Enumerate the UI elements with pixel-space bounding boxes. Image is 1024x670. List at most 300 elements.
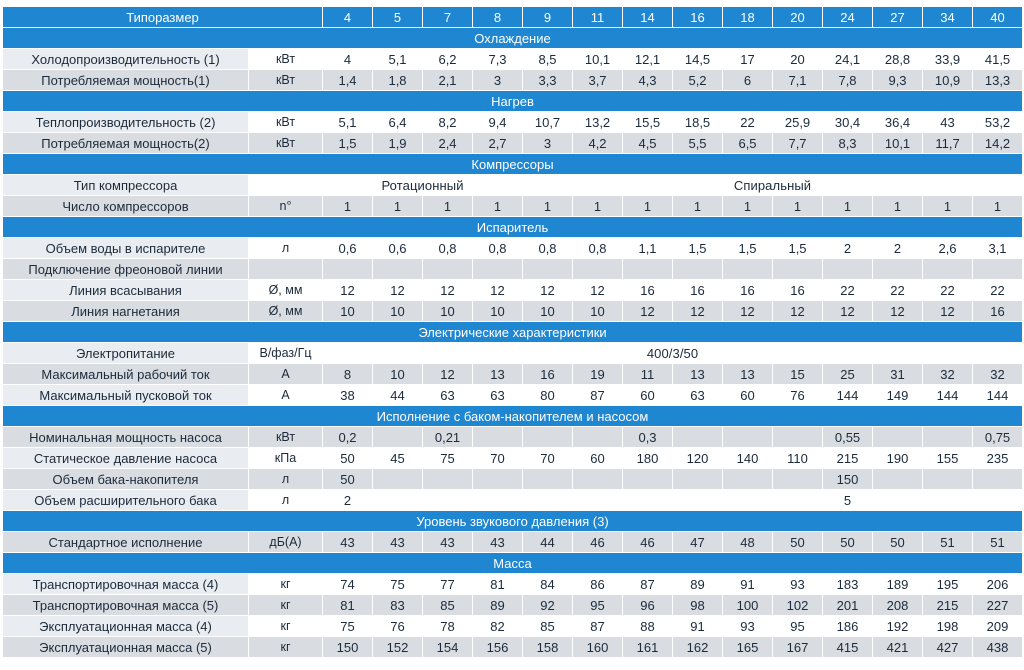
value-cell: 32 (923, 364, 973, 385)
value-cell: 87 (573, 385, 623, 406)
value-cell: 7,1 (773, 70, 823, 91)
row-label: Номинальная мощность насоса (3, 427, 249, 448)
value-cell: 12 (623, 301, 673, 322)
value-cell: 120 (673, 448, 723, 469)
value-cell: 12 (423, 280, 473, 301)
row-unit: кг (249, 616, 323, 637)
value-cell: 3,7 (573, 70, 623, 91)
section-title: Охлаждение (3, 28, 1023, 49)
header-size: 4 (323, 7, 373, 28)
table-row (3, 385, 1023, 406)
value-cell: 6,4 (373, 112, 423, 133)
value-cell (673, 490, 723, 511)
value-cell: 0,6 (323, 238, 373, 259)
value-cell: 16 (523, 364, 573, 385)
header-size: 11 (573, 7, 623, 28)
value-cell: 36,4 (873, 112, 923, 133)
value-cell: 14,5 (673, 49, 723, 70)
value-cell: 12 (723, 301, 773, 322)
value-cell (423, 469, 473, 490)
value-cell (673, 427, 723, 448)
section-title: Масса (3, 553, 1023, 574)
value-cell: 91 (673, 616, 723, 637)
value-cell (723, 427, 773, 448)
value-cell: 4,5 (623, 133, 673, 154)
value-cell: 0,8 (523, 238, 573, 259)
value-cell: 192 (873, 616, 923, 637)
section-title: Уровень звукового давления (3) (3, 511, 1023, 532)
value-cell: 0,21 (423, 427, 473, 448)
row-unit: Ø, мм (249, 280, 323, 301)
value-cell: 60 (623, 385, 673, 406)
value-cell: 16 (973, 301, 1023, 322)
row-unit: n° (249, 196, 323, 217)
row-unit: кВт (249, 70, 323, 91)
value-cell: 12 (873, 301, 923, 322)
value-cell: 1 (823, 196, 873, 217)
value-cell: 10,7 (523, 112, 573, 133)
value-cell: 0,55 (823, 427, 873, 448)
table-row (3, 301, 1023, 322)
value-cell: 43 (923, 112, 973, 133)
value-cell: 2 (323, 490, 373, 511)
value-cell: 28,8 (873, 49, 923, 70)
value-cell: 10 (423, 301, 473, 322)
value-cell: 1 (673, 196, 723, 217)
value-cell: 50 (323, 448, 373, 469)
section-header (3, 91, 1023, 112)
value-cell (623, 490, 673, 511)
value-cell: 11 (623, 364, 673, 385)
table-row (3, 469, 1023, 490)
value-cell: 25 (823, 364, 873, 385)
value-cell: 19 (573, 364, 623, 385)
row-unit (249, 259, 323, 280)
value-cell: 76 (373, 616, 423, 637)
value-cell: 1 (373, 196, 423, 217)
row-unit: л (249, 469, 323, 490)
value-cell: 1 (623, 196, 673, 217)
value-cell: 8,3 (823, 133, 873, 154)
table-row (3, 70, 1023, 91)
value-cell: 8,2 (423, 112, 473, 133)
value-cell: 45 (373, 448, 423, 469)
value-cell: 70 (473, 448, 523, 469)
value-cell: 3 (473, 70, 523, 91)
value-cell: 70 (523, 448, 573, 469)
value-cell: 110 (773, 448, 823, 469)
value-cell (773, 259, 823, 280)
merged-cell: 400/3/50 (323, 343, 1023, 364)
value-cell: 17 (723, 49, 773, 70)
value-cell: 85 (523, 616, 573, 637)
header-size: 40 (973, 7, 1023, 28)
value-cell: 4 (323, 49, 373, 70)
value-cell: 2,1 (423, 70, 473, 91)
value-cell: 16 (623, 280, 673, 301)
value-cell: 30,4 (823, 112, 873, 133)
value-cell: 167 (773, 637, 823, 658)
value-cell: 160 (573, 637, 623, 658)
value-cell: 60 (723, 385, 773, 406)
row-unit: кВт (249, 427, 323, 448)
value-cell (323, 259, 373, 280)
value-cell (973, 469, 1023, 490)
value-cell: 33,9 (923, 49, 973, 70)
value-cell: 10,9 (923, 70, 973, 91)
value-cell: 13,3 (973, 70, 1023, 91)
header-row (3, 7, 1023, 28)
value-cell (673, 469, 723, 490)
row-unit: кг (249, 595, 323, 616)
value-cell: 98 (673, 595, 723, 616)
value-cell: 1,1 (623, 238, 673, 259)
value-cell (773, 427, 823, 448)
section-title: Электрические характеристики (3, 322, 1023, 343)
value-cell: 93 (723, 616, 773, 637)
value-cell: 10,1 (873, 133, 923, 154)
value-cell: 150 (323, 637, 373, 658)
row-unit: В/фаз/Гц (249, 343, 323, 364)
row-label: Транспортировочная масса (5) (3, 595, 249, 616)
value-cell: 10 (473, 301, 523, 322)
value-cell (373, 469, 423, 490)
value-cell: 149 (873, 385, 923, 406)
value-cell: 2,7 (473, 133, 523, 154)
header-size: 20 (773, 7, 823, 28)
value-cell: 91 (723, 574, 773, 595)
value-cell: 18,5 (673, 112, 723, 133)
value-cell: 87 (623, 574, 673, 595)
value-cell: 50 (823, 532, 873, 553)
value-cell (373, 259, 423, 280)
value-cell: 38 (323, 385, 373, 406)
row-label: Теплопроизводительность (2) (3, 112, 249, 133)
row-label: Потребляемая мощность(1) (3, 70, 249, 91)
value-cell: 190 (873, 448, 923, 469)
value-cell: 180 (623, 448, 673, 469)
value-cell: 186 (823, 616, 873, 637)
value-cell (973, 490, 1023, 511)
value-cell: 63 (423, 385, 473, 406)
value-cell: 1 (873, 196, 923, 217)
value-cell (773, 469, 823, 490)
row-unit: дБ(А) (249, 532, 323, 553)
value-cell (823, 259, 873, 280)
value-cell: 12 (323, 280, 373, 301)
value-cell: 13 (723, 364, 773, 385)
value-cell: 46 (623, 532, 673, 553)
value-cell: 189 (873, 574, 923, 595)
row-label: Число компрессоров (3, 196, 249, 217)
section-header (3, 154, 1023, 175)
section-header (3, 511, 1023, 532)
value-cell (923, 469, 973, 490)
value-cell (873, 490, 923, 511)
value-cell: 2,4 (423, 133, 473, 154)
value-cell: 22 (723, 112, 773, 133)
spec-table-body (3, 7, 1023, 658)
value-cell: 1 (973, 196, 1023, 217)
value-cell: 100 (723, 595, 773, 616)
value-cell: 208 (873, 595, 923, 616)
row-unit: кПа (249, 448, 323, 469)
value-cell: 3 (523, 133, 573, 154)
value-cell: 1,4 (323, 70, 373, 91)
value-cell: 1,5 (723, 238, 773, 259)
table-row (3, 490, 1023, 511)
value-cell (473, 469, 523, 490)
table-row (3, 427, 1023, 448)
table-row (3, 196, 1023, 217)
value-cell (923, 259, 973, 280)
value-cell: 16 (723, 280, 773, 301)
value-cell (923, 427, 973, 448)
value-cell: 3,3 (523, 70, 573, 91)
value-cell: 75 (373, 574, 423, 595)
value-cell: 12 (373, 280, 423, 301)
row-label: Эксплуатационная масса (4) (3, 616, 249, 637)
value-cell: 50 (773, 532, 823, 553)
value-cell: 43 (473, 532, 523, 553)
section-header (3, 217, 1023, 238)
value-cell: 0,6 (373, 238, 423, 259)
table-row (3, 448, 1023, 469)
value-cell (723, 259, 773, 280)
value-cell: 10 (323, 301, 373, 322)
value-cell (523, 490, 573, 511)
value-cell: 8 (323, 364, 373, 385)
value-cell: 6,5 (723, 133, 773, 154)
value-cell: 13 (473, 364, 523, 385)
header-size: 27 (873, 7, 923, 28)
header-size: 8 (473, 7, 523, 28)
row-unit: кВт (249, 49, 323, 70)
value-cell: 78 (423, 616, 473, 637)
row-unit: кВт (249, 133, 323, 154)
value-cell: 22 (973, 280, 1023, 301)
value-cell: 1 (473, 196, 523, 217)
value-cell: 76 (773, 385, 823, 406)
value-cell (923, 490, 973, 511)
value-cell (623, 259, 673, 280)
value-cell: 0,2 (323, 427, 373, 448)
value-cell: 183 (823, 574, 873, 595)
value-cell: 5,1 (323, 112, 373, 133)
header-size: 18 (723, 7, 773, 28)
row-label: Подключение фреоновой линии (3, 259, 249, 280)
value-cell: 2 (873, 238, 923, 259)
value-cell: 16 (773, 280, 823, 301)
value-cell: 74 (323, 574, 373, 595)
header-size: 7 (423, 7, 473, 28)
value-cell (473, 427, 523, 448)
row-label: Объем расширительного бака (3, 490, 249, 511)
table-row (3, 175, 1023, 196)
value-cell: 63 (673, 385, 723, 406)
value-cell: 198 (923, 616, 973, 637)
value-cell: 81 (323, 595, 373, 616)
value-cell: 10 (373, 364, 423, 385)
value-cell: 1,5 (773, 238, 823, 259)
table-row (3, 595, 1023, 616)
header-label: Типоразмер (3, 7, 323, 28)
value-cell: 0,8 (473, 238, 523, 259)
value-cell: 80 (523, 385, 573, 406)
value-cell: 195 (923, 574, 973, 595)
value-cell: 82 (473, 616, 523, 637)
value-cell: 7,7 (773, 133, 823, 154)
value-cell: 46 (573, 532, 623, 553)
value-cell: 44 (373, 385, 423, 406)
value-cell: 12 (473, 280, 523, 301)
value-cell: 84 (523, 574, 573, 595)
value-cell: 44 (523, 532, 573, 553)
value-cell: 12 (773, 301, 823, 322)
value-cell: 5,5 (673, 133, 723, 154)
header-size: 5 (373, 7, 423, 28)
value-cell: 209 (973, 616, 1023, 637)
value-cell: 0,8 (573, 238, 623, 259)
value-cell: 51 (923, 532, 973, 553)
table-row (3, 49, 1023, 70)
value-cell: 11,7 (923, 133, 973, 154)
value-cell: 158 (523, 637, 573, 658)
value-cell: 96 (623, 595, 673, 616)
value-cell: 140 (723, 448, 773, 469)
value-cell: 43 (323, 532, 373, 553)
value-cell (573, 427, 623, 448)
value-cell: 3,1 (973, 238, 1023, 259)
value-cell: 1 (773, 196, 823, 217)
table-row (3, 259, 1023, 280)
value-cell: 93 (773, 574, 823, 595)
value-cell: 22 (923, 280, 973, 301)
value-cell: 227 (973, 595, 1023, 616)
value-cell: 1,9 (373, 133, 423, 154)
row-unit (249, 175, 323, 196)
header-size: 34 (923, 7, 973, 28)
value-cell: 22 (873, 280, 923, 301)
value-cell (573, 259, 623, 280)
value-cell: 1 (923, 196, 973, 217)
header-size: 14 (623, 7, 673, 28)
section-title: Компрессоры (3, 154, 1023, 175)
value-cell (773, 490, 823, 511)
value-cell: 9,4 (473, 112, 523, 133)
table-row (3, 112, 1023, 133)
value-cell (873, 469, 923, 490)
value-cell: 162 (673, 637, 723, 658)
value-cell: 10 (573, 301, 623, 322)
value-cell (373, 427, 423, 448)
row-label: Холодопроизводительность (1) (3, 49, 249, 70)
value-cell: 15,5 (623, 112, 673, 133)
value-cell: 9,3 (873, 70, 923, 91)
table-row (3, 364, 1023, 385)
value-cell (873, 259, 923, 280)
value-cell: 1,5 (673, 238, 723, 259)
value-cell: 1 (573, 196, 623, 217)
value-cell: 10 (523, 301, 573, 322)
value-cell: 12 (673, 301, 723, 322)
value-cell: 4,2 (573, 133, 623, 154)
value-cell (523, 469, 573, 490)
value-cell: 1 (523, 196, 573, 217)
value-cell: 201 (823, 595, 873, 616)
value-cell: 24,1 (823, 49, 873, 70)
merged-cell: Спиральный (523, 175, 1023, 196)
value-cell: 152 (373, 637, 423, 658)
value-cell: 43 (423, 532, 473, 553)
value-cell: 165 (723, 637, 773, 658)
value-cell: 144 (923, 385, 973, 406)
value-cell: 427 (923, 637, 973, 658)
table-row (3, 280, 1023, 301)
value-cell (473, 490, 523, 511)
value-cell: 6,2 (423, 49, 473, 70)
value-cell (873, 427, 923, 448)
table-row (3, 574, 1023, 595)
value-cell: 421 (873, 637, 923, 658)
value-cell: 8,5 (523, 49, 573, 70)
value-cell: 215 (923, 595, 973, 616)
value-cell: 1,5 (323, 133, 373, 154)
section-header (3, 553, 1023, 574)
table-row (3, 637, 1023, 658)
value-cell: 0,8 (423, 238, 473, 259)
table-row (3, 238, 1023, 259)
value-cell (373, 490, 423, 511)
value-cell: 215 (823, 448, 873, 469)
value-cell (673, 259, 723, 280)
row-label: Объем воды в испарителе (3, 238, 249, 259)
value-cell: 12 (423, 364, 473, 385)
row-label: Эксплуатационная масса (5) (3, 637, 249, 658)
value-cell: 144 (973, 385, 1023, 406)
header-size: 9 (523, 7, 573, 28)
value-cell: 12 (523, 280, 573, 301)
value-cell: 48 (723, 532, 773, 553)
value-cell: 235 (973, 448, 1023, 469)
value-cell: 5,2 (673, 70, 723, 91)
value-cell: 81 (473, 574, 523, 595)
row-label: Тип компрессора (3, 175, 249, 196)
value-cell: 89 (673, 574, 723, 595)
value-cell (723, 490, 773, 511)
value-cell: 5,1 (373, 49, 423, 70)
table-row (3, 343, 1023, 364)
value-cell: 75 (323, 616, 373, 637)
table-row (3, 532, 1023, 553)
value-cell: 13 (673, 364, 723, 385)
section-header (3, 28, 1023, 49)
row-label: Статическое давление насоса (3, 448, 249, 469)
value-cell: 16 (673, 280, 723, 301)
value-cell: 89 (473, 595, 523, 616)
value-cell: 206 (973, 574, 1023, 595)
value-cell: 102 (773, 595, 823, 616)
value-cell (523, 259, 573, 280)
header-size: 16 (673, 7, 723, 28)
value-cell: 60 (573, 448, 623, 469)
value-cell (473, 259, 523, 280)
value-cell: 51 (973, 532, 1023, 553)
section-title: Испаритель (3, 217, 1023, 238)
value-cell: 22 (823, 280, 873, 301)
row-unit: л (249, 490, 323, 511)
value-cell: 53,2 (973, 112, 1023, 133)
